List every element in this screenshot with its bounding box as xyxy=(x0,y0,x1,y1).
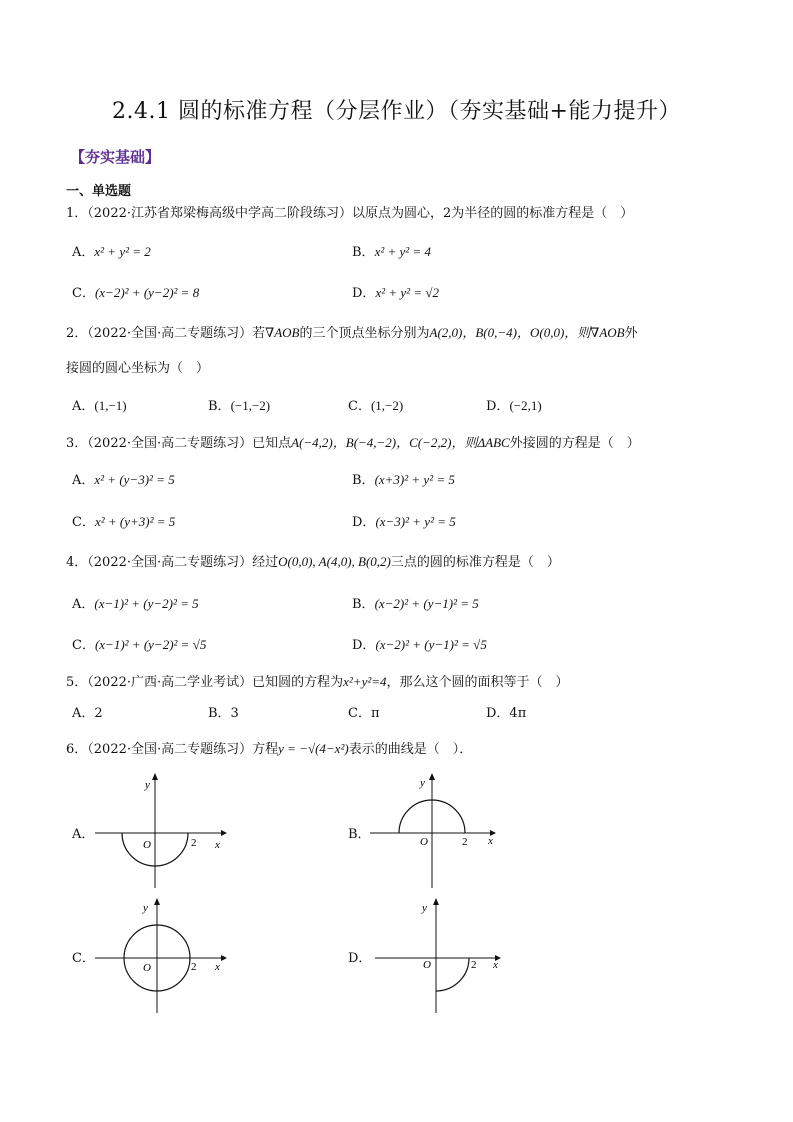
q1-option-d-math: x² + y² = √2 xyxy=(375,285,439,300)
q6-graph-a[interactable] xyxy=(95,770,235,890)
x-label: x xyxy=(215,961,220,973)
tick-label-2: 2 xyxy=(462,836,468,848)
q5-option-a[interactable]: A．2 xyxy=(72,706,103,721)
q1-option-d[interactable]: D．x² + y² = √2 xyxy=(352,285,439,301)
q6-option-a-label[interactable]: A． xyxy=(72,827,95,842)
q2-points-math: A(2,0)，B(0,−4)，O(0,0)，则∇AOB xyxy=(429,325,625,340)
x-label: x xyxy=(488,835,493,847)
q5-option-c[interactable]: C．π xyxy=(348,706,380,721)
q2-option-b[interactable]: B．(−1,−2) xyxy=(208,398,271,414)
q3-option-b[interactable]: B．(x+3)² + y² = 5 xyxy=(352,472,455,488)
question-2-stem-line2: 接圆的圆心坐标为（ ） xyxy=(66,361,210,376)
section-heading: 一、单选题 xyxy=(66,184,132,199)
y-label: y xyxy=(422,902,427,914)
q2-triangle-math: ∇AOB xyxy=(265,325,300,340)
tick-label-2: 2 xyxy=(471,959,477,971)
q3-option-c[interactable]: C．x² + (y+3)² = 5 xyxy=(72,514,176,530)
x-axis-arrow-icon xyxy=(221,955,227,961)
y-axis-arrow-icon xyxy=(154,898,160,905)
q3-option-d[interactable]: D．(x−3)² + y² = 5 xyxy=(352,514,456,530)
q5-option-b[interactable]: B．3 xyxy=(208,706,239,721)
page-title: 2.4.1 圆的标准方程（分层作业）（夯实基础+能力提升） xyxy=(112,99,681,124)
q6-option-d-label[interactable]: D． xyxy=(348,951,372,966)
q6-graph-c[interactable] xyxy=(95,895,235,1015)
y-axis-arrow-icon xyxy=(429,773,435,780)
q4-option-d[interactable]: D．(x−2)² + (y−1)² = √5 xyxy=(352,637,487,653)
section-label: 【夯实基础】 xyxy=(70,148,161,166)
x-axis-arrow-icon xyxy=(221,830,227,836)
q4-points-math: O(0,0), A(4,0), B(0,2) xyxy=(278,554,391,569)
q4-option-b[interactable]: B．(x−2)² + (y−1)² = 5 xyxy=(352,596,479,612)
tick-label-2: 2 xyxy=(191,961,197,973)
y-axis-arrow-icon xyxy=(433,898,439,905)
x-label: x xyxy=(215,839,220,851)
q3-points-math: A(−4,2)，B(−4,−2)，C(−2,2)，则ΔABC xyxy=(291,435,510,450)
q2-option-a[interactable]: A．(1,−1) xyxy=(72,398,127,414)
q2-option-c[interactable]: C．(1,−2) xyxy=(348,398,404,414)
origin-label: O xyxy=(420,836,428,848)
q1-option-b-math: x² + y² = 4 xyxy=(374,244,431,259)
question-3-stem: 3．（2022·全国·高二专题练习）已知点A(−4,2)，B(−4,−2)，C(−2,2)，则ΔABC外接圆的方程是（ ） xyxy=(66,435,640,451)
q1-option-c[interactable]: C．(x−2)² + (y−2)² = 8 xyxy=(72,285,200,301)
q4-option-c[interactable]: C．(x−1)² + (y−2)² = √5 xyxy=(72,637,207,653)
y-label: y xyxy=(145,779,150,791)
q5-equation-math: x²+y²=4 xyxy=(343,674,387,689)
q4-option-a[interactable]: A．(x−1)² + (y−2)² = 5 xyxy=(72,596,199,612)
origin-label: O xyxy=(423,959,431,971)
y-label: y xyxy=(143,902,148,914)
question-1-stem: 1．（2022·江苏省郑梁梅高级中学高二阶段练习）以原点为圆心，2为半径的圆的标准方程是（ ） xyxy=(66,206,634,221)
curve xyxy=(436,958,469,991)
q1-option-a-math: x² + y² = 2 xyxy=(94,244,151,259)
q6-option-b-label[interactable]: B． xyxy=(348,827,371,842)
question-5-stem: 5．（2022·广西·高二学业考试）已知圆的方程为x²+y²=4，那么这个圆的面积等于（ ） xyxy=(66,674,569,690)
x-label: x xyxy=(493,959,498,971)
q6-graph-b[interactable] xyxy=(370,770,510,890)
q6-equation-math: y = −√(4−x²) xyxy=(278,741,349,756)
q6-option-c-label[interactable]: C． xyxy=(72,951,95,966)
y-label: y xyxy=(420,777,425,789)
y-axis-arrow-icon xyxy=(152,773,158,780)
question-6-stem: 6．（2022·全国·高二专题练习）方程y = −√(4−x²)表示的曲线是（ ）． xyxy=(66,741,473,757)
q6-graph-d[interactable] xyxy=(375,895,515,1015)
q2-option-d[interactable]: D．(−2,1) xyxy=(486,398,542,414)
question-2-stem: 2．（2022·全国·高二专题练习）若∇AOB的三个顶点坐标分别为A(2,0)，B(0,−4)，O(0,0)，则∇AOB外 xyxy=(66,325,638,341)
tick-label-2: 2 xyxy=(191,837,197,849)
q5-option-d[interactable]: D．4π xyxy=(486,706,527,721)
origin-label: O xyxy=(143,962,151,974)
origin-label: O xyxy=(143,839,151,851)
q1-option-a[interactable]: A．x² + y² = 2 xyxy=(72,244,151,260)
q1-option-b[interactable]: B．x² + y² = 4 xyxy=(352,244,431,260)
q1-option-c-math: (x−2)² + (y−2)² = 8 xyxy=(94,285,200,300)
q3-option-a[interactable]: A．x² + (y−3)² = 5 xyxy=(72,472,175,488)
question-4-stem: 4．（2022·全国·高二专题练习）经过O(0,0), A(4,0), B(0,2)三点的圆的标准方程是（ ） xyxy=(66,554,560,570)
